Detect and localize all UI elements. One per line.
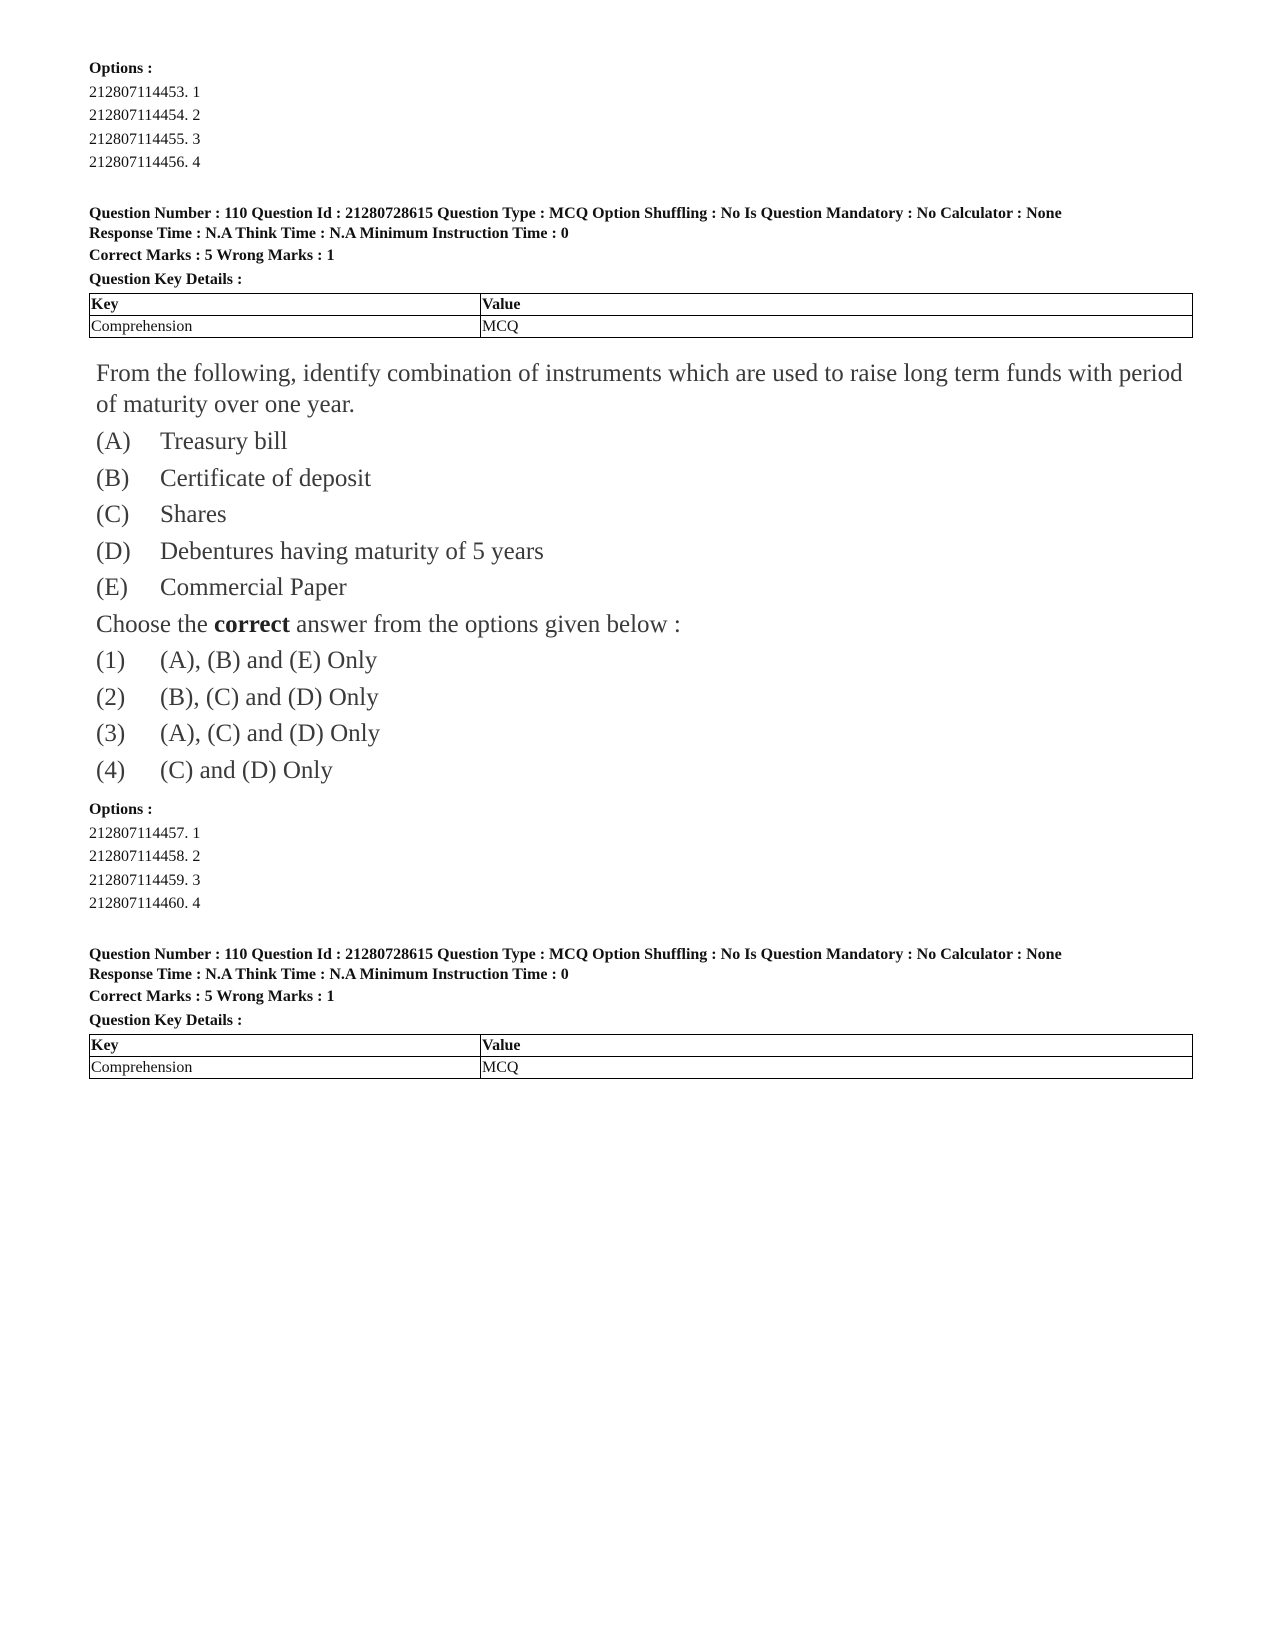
question-timing-line: Response Time : N.A Think Time : N.A Minimum Instruction Time : 0	[89, 966, 569, 983]
question-key-details-label: Question Key Details :	[89, 270, 243, 288]
list-item: (C) Shares	[96, 501, 227, 528]
question-key-table	[89, 293, 1193, 338]
list-item: (E) Commercial Paper	[96, 574, 347, 601]
question-meta-line: Question Number : 110 Question Id : 21280728615 Question Type : MCQ Option Shuffling : No Is Question Mandatory : No Calculator : None	[89, 205, 1062, 222]
question-key-table	[89, 1034, 1193, 1079]
question-timing-line: Response Time : N.A Think Time : N.A Minimum Instruction Time : 0	[89, 225, 569, 242]
options-block-2	[89, 798, 200, 916]
question-marks-line: Correct Marks : 5 Wrong Marks : 1	[89, 988, 335, 1005]
question-content	[96, 358, 1196, 789]
table-header-value: Value	[481, 1035, 1193, 1057]
question-marks-line: Correct Marks : 5 Wrong Marks : 1	[89, 247, 335, 264]
table-header-value: Value	[481, 294, 1193, 316]
option-id: 212807114458. 2	[89, 848, 201, 865]
option-id: 212807114457. 1	[89, 824, 201, 842]
table-cell-value: MCQ	[481, 316, 1193, 338]
table-cell-value: MCQ	[481, 1057, 1193, 1079]
option-id: 212807114456. 4	[89, 154, 201, 171]
option-id: 212807114454. 2	[89, 107, 201, 124]
table-header-key: Key	[90, 1035, 481, 1057]
table-row	[90, 316, 1193, 338]
question-meta-line: Question Number : 110 Question Id : 21280728615 Question Type : MCQ Option Shuffling : No Is Question Mandatory : No Calculator : None	[89, 946, 1062, 963]
question-header-2	[89, 945, 1193, 1079]
answer-choice: (1) (A), (B) and (E) Only	[96, 647, 378, 674]
options-label: Options :	[89, 801, 153, 818]
options-label: Options :	[89, 60, 153, 77]
table-header-row	[90, 1035, 1193, 1057]
list-item: (B) Certificate of deposit	[96, 464, 372, 492]
option-id: 212807114455. 3	[89, 130, 201, 148]
choose-instruction: Choose the correct answer from the options given below :	[96, 610, 681, 638]
answer-choice: (4) (C) and (D) Only	[96, 756, 333, 784]
list-item: (A) Treasury bill	[96, 428, 288, 455]
table-header-row	[90, 294, 1193, 316]
option-id: 212807114453. 1	[89, 83, 201, 101]
table-header-key: Key	[90, 294, 481, 316]
answer-choice: (3) (A), (C) and (D) Only	[96, 720, 381, 747]
table-cell-key: Comprehension	[90, 316, 481, 338]
answer-choice: (2) (B), (C) and (D) Only	[96, 683, 379, 711]
list-item: (D) Debentures having maturity of 5 years	[96, 537, 544, 565]
option-id: 212807114459. 3	[89, 871, 201, 889]
question-stem: From the following, identify combination of instruments which are used to raise long term funds with period of maturity over one year.	[96, 360, 1183, 418]
option-id: 212807114460. 4	[89, 895, 201, 912]
question-header-1	[89, 204, 1193, 338]
question-key-details-label: Question Key Details :	[89, 1011, 243, 1029]
table-cell-key: Comprehension	[90, 1057, 481, 1079]
options-block-1	[89, 57, 200, 175]
table-row	[90, 1057, 1193, 1079]
